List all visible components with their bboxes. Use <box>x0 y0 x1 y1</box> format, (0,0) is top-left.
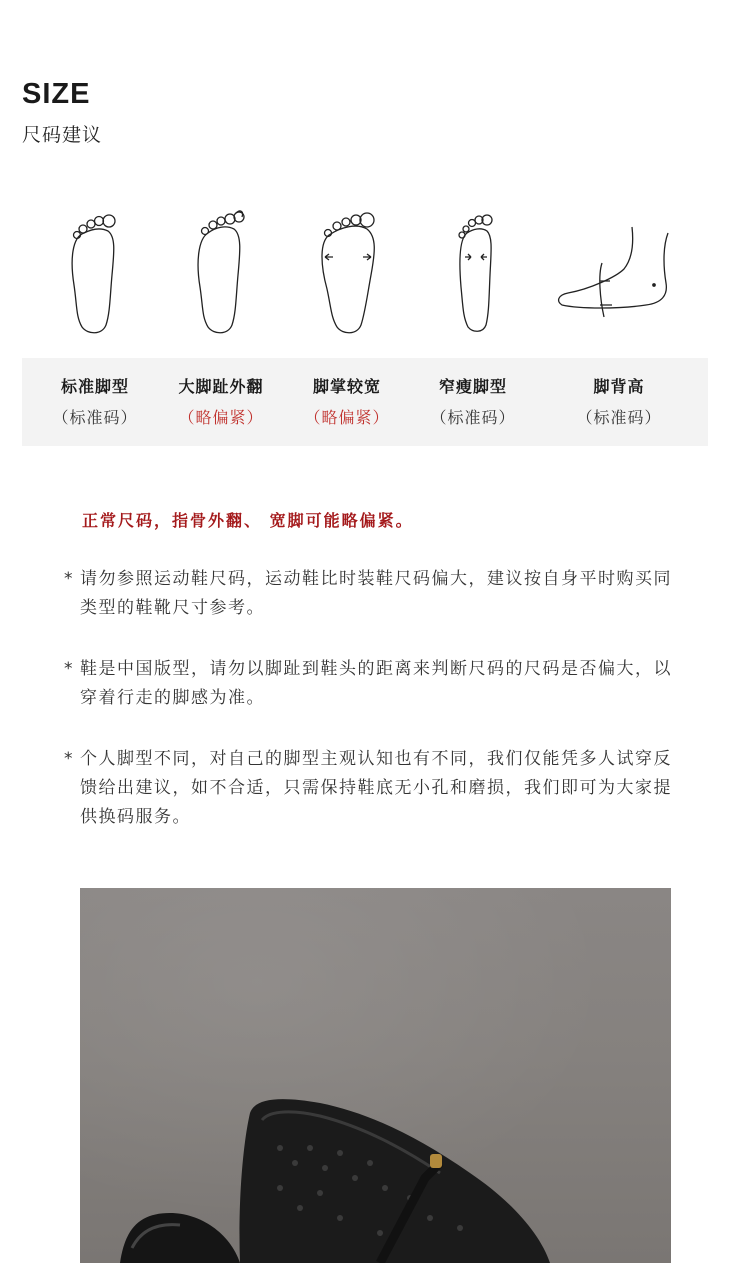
foot-type-note: （标准码） <box>430 408 516 427</box>
bunion-foot-icon <box>160 205 280 340</box>
bullet-mark: * <box>64 749 74 769</box>
section-title: SIZE <box>22 78 91 110</box>
wide-foot-icon <box>287 205 407 340</box>
high-instep-foot-icon <box>550 205 690 340</box>
bullet-mark: * <box>64 569 74 589</box>
foot-type-labels <box>22 358 708 446</box>
foot-type-name: 脚背高 <box>593 377 645 396</box>
advice-text: 个人脚型不同，对自己的脚型主观认知也有不同，我们仅能凭多人试穿反馈给出建议，如不合适，只需保持鞋底无小孔和磨损，我们即可为大家提供换码服务。 <box>80 749 672 827</box>
foot-type-name: 标准脚型 <box>60 377 129 396</box>
black-mesh-shoe-photo <box>80 888 671 1263</box>
foot-type-high-instep <box>554 374 684 428</box>
foot-type-narrow <box>408 374 538 428</box>
foot-illustrations <box>22 205 708 345</box>
foot-type-note: （标准码） <box>576 408 662 427</box>
foot-type-note: （略偏紧） <box>178 408 264 427</box>
narrow-foot-icon <box>415 205 535 340</box>
foot-type-name: 窄瘦脚型 <box>438 377 507 396</box>
size-advice-3 <box>64 745 674 832</box>
foot-type-note: （略偏紧） <box>304 408 390 427</box>
foot-type-standard <box>30 374 160 428</box>
foot-type-note: （标准码） <box>52 408 138 427</box>
section-subtitle: 尺码建议 <box>22 124 103 146</box>
advice-text: 请勿参照运动鞋尺码，运动鞋比时装鞋尺码偏大，建议按自身平时购买同类型的鞋靴尺寸参考。 <box>80 569 672 618</box>
fit-headline: 正常尺码，指骨外翻、 宽脚可能略偏紧。 <box>82 511 414 530</box>
standard-foot-icon <box>32 205 152 340</box>
shoe-illustration <box>80 888 671 1263</box>
bullet-mark: * <box>64 659 74 679</box>
size-advice-1 <box>64 565 674 623</box>
size-advice-2 <box>64 655 674 713</box>
advice-text: 鞋是中国版型，请勿以脚趾到鞋头的距离来判断尺码的尺码是否偏大，以穿着行走的脚感为准。 <box>80 659 672 708</box>
foot-type-name: 脚掌较宽 <box>312 377 381 396</box>
foot-type-wide <box>282 374 412 428</box>
foot-type-name: 大脚趾外翻 <box>178 377 264 396</box>
foot-type-bunion <box>156 374 286 428</box>
